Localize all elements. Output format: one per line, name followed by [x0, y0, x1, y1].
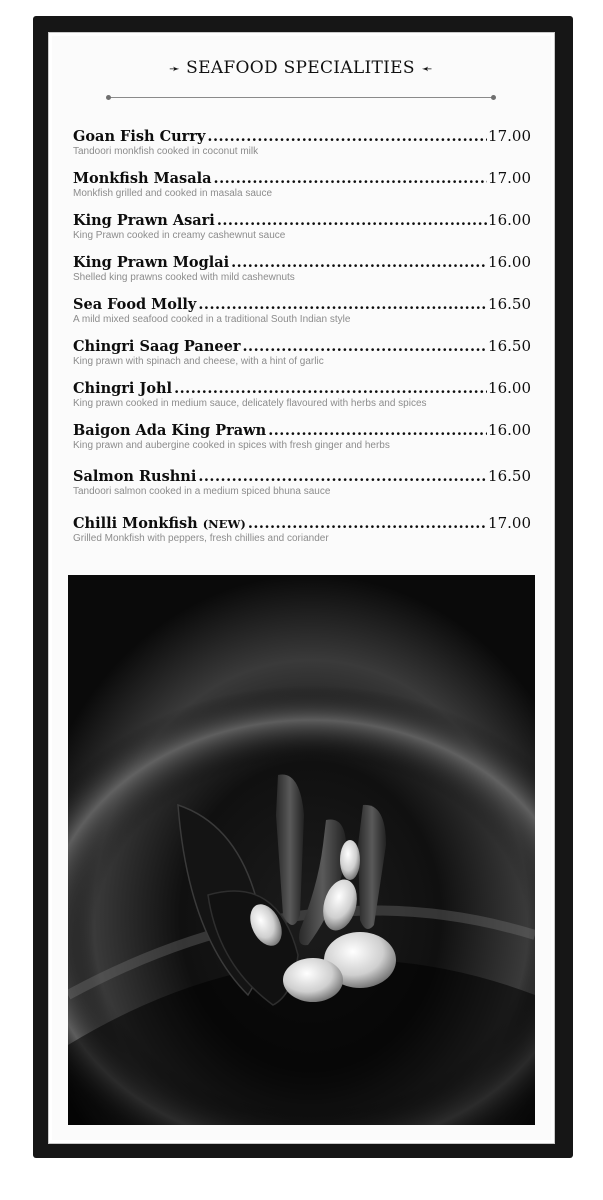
dish-description: Shelled king prawns cooked with mild cashewnuts [73, 272, 295, 283]
dish-name: Monkfish Masala [73, 170, 212, 187]
dish-description: King prawn and aubergine cooked in spices with fresh ginger and herbs [73, 440, 390, 451]
menu-item [73, 514, 531, 544]
food-photo [68, 575, 535, 1125]
dot-leader [242, 338, 487, 355]
dish-price: 17.00 [488, 169, 531, 187]
dish-description: Grilled Monkfish with peppers, fresh chillies and coriander [73, 533, 329, 544]
dot-leader [198, 296, 487, 313]
dot-leader [174, 380, 487, 397]
menu-item [73, 295, 531, 325]
menu-item [73, 253, 531, 283]
dish-name: Chilli Monkfish [73, 515, 198, 532]
dish-description: King Prawn cooked in creamy cashewnut sauce [73, 230, 286, 241]
dish-description: Tandoori salmon cooked in a medium spiced bhuna sauce [73, 486, 331, 497]
section-heading [48, 58, 553, 78]
dish-name: Chingri Saag Paneer [73, 338, 241, 355]
dot-leader [248, 515, 487, 532]
dish-description: A mild mixed seafood cooked in a traditional South Indian style [73, 314, 351, 325]
mortar-with-spices-image [68, 575, 535, 1125]
dish-description: Monkfish grilled and cooked in masala sauce [73, 188, 272, 199]
dish-price: 16.00 [488, 253, 531, 271]
dish-description: Tandoori monkfish cooked in coconut milk [73, 146, 259, 157]
dot-leader [214, 170, 488, 187]
dot-leader [198, 468, 487, 485]
menu-item [73, 379, 531, 409]
dot-leader [217, 212, 487, 229]
divider-rule [108, 97, 494, 98]
dish-name: Sea Food Molly [73, 296, 197, 313]
arrow-right-icon: ➛ [168, 62, 181, 77]
menu-item [73, 467, 531, 497]
dish-price: 16.50 [488, 467, 531, 485]
dish-name: Chingri Johl [73, 380, 173, 397]
dish-price: 17.00 [488, 127, 531, 145]
dish-name: Salmon Rushni [73, 468, 197, 485]
dish-price: 16.50 [488, 337, 531, 355]
dish-price: 16.50 [488, 295, 531, 313]
dish-price: 16.00 [488, 421, 531, 439]
dish-name: Goan Fish Curry [73, 128, 206, 145]
dish-name: Baigon Ada King Prawn [73, 422, 267, 439]
dot-leader [207, 128, 487, 145]
section-title: SEAFOOD SPECIALITIES [186, 58, 415, 78]
menu-item [73, 421, 531, 451]
dot-leader [268, 422, 487, 439]
dish-price: 16.00 [488, 211, 531, 229]
menu-item [73, 211, 531, 241]
dish-price: 16.00 [488, 379, 531, 397]
dish-name: King Prawn Moglai [73, 254, 230, 271]
menu-item [73, 337, 531, 367]
arrow-left-icon: ➛ [420, 62, 433, 77]
dish-description: King prawn cooked in medium sauce, delicately flavoured with herbs and spices [73, 398, 427, 409]
menu-item [73, 169, 531, 199]
dish-description: King prawn with spinach and cheese, with a hint of garlic [73, 356, 324, 367]
new-badge: (NEW) [202, 517, 246, 531]
menu-item [73, 127, 531, 157]
dish-price: 17.00 [488, 514, 531, 532]
dish-name: King Prawn Asari [73, 212, 215, 229]
dot-leader [231, 254, 487, 271]
